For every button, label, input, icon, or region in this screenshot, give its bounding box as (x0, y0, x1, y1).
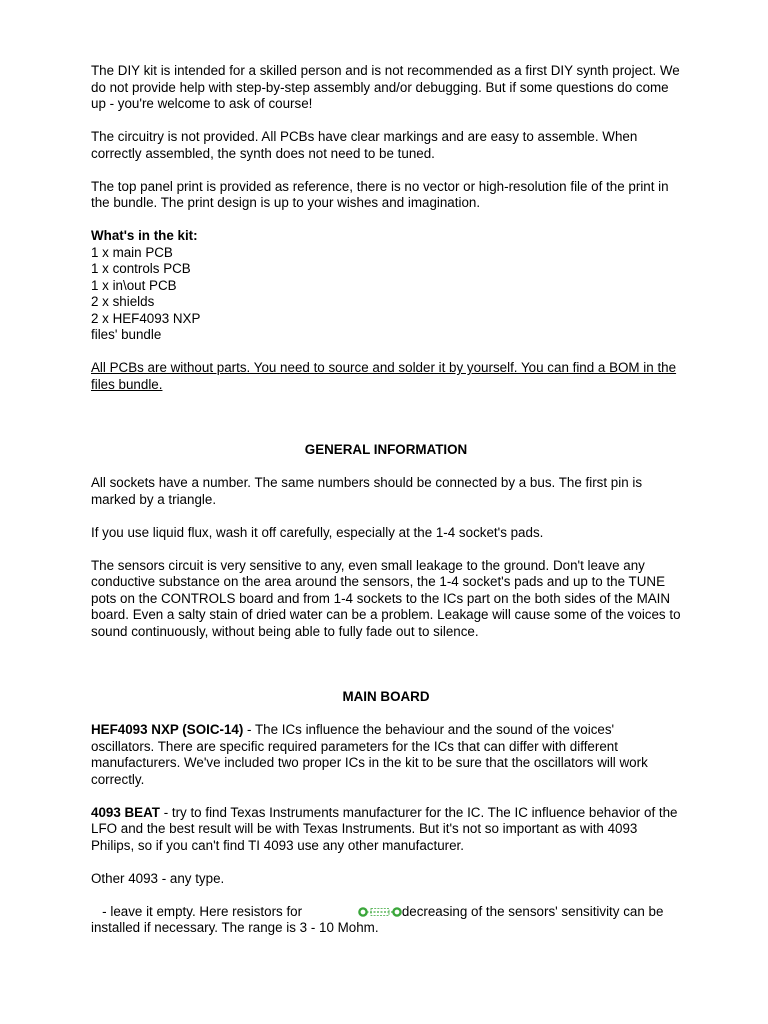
resistor-text-after: decreasing of the sensors' sensitivity can be installed if necessary. The range is 3 - 10 Mohm. (91, 903, 664, 935)
general-paragraph-2: If you use liquid flux, wash it off carefully, especially at the 1-4 socket's pads. (91, 524, 544, 540)
other-4093-paragraph: Other 4093 - any type. (91, 870, 225, 886)
general-paragraph-1: All sockets have a number. The same numbers should be connected by a bus. The first pin is marked by a triangle. (91, 475, 643, 507)
hef4093-paragraph (91, 722, 681, 788)
hef4093-title: HEF4093 NXP (SOIC-14) (91, 722, 244, 737)
intro-paragraph-2: The circuitry is not provided. All PCBs have clear markings and are easy to assemble. When correctly assembled, the synth does not need to be tuned. (91, 129, 638, 161)
resistor-paragraph (91, 904, 681, 937)
kit-item: 1 x main PCB (91, 244, 173, 260)
resistor-icon (358, 906, 402, 918)
document-page (91, 63, 681, 937)
resistor-text-before: - leave it empty. Here resistors for (91, 903, 306, 919)
beat-paragraph (91, 805, 681, 855)
kit-item: 1 x controls PCB (91, 261, 191, 276)
kit-item: 2 x HEF4093 NXP (91, 310, 201, 326)
intro-paragraph-1: The DIY kit is intended for a skilled person and is not recommended as a first DIY synth project. We do not provide help with step-by-step assembly and/or debugging. But if some questions do come up - you're welcome to ask of course! (91, 63, 680, 111)
kit-note: All PCBs are without parts. You need to source and solder it by yourself. You can find a BOM in the files bundle. (91, 360, 677, 392)
kit-item: 2 x shields (91, 294, 155, 309)
intro-paragraph-3: The top panel print is provided as reference, there is no vector or high-resolution file of the print in the bundle. The print design is up to your wishes and imagination. (91, 178, 669, 210)
main-board-heading: MAIN BOARD (342, 689, 430, 704)
general-paragraph-3: The sensors circuit is very sensitive to any, even small leakage to the ground. Don't leave any conductive substance on the area around the sensors, the 1-4 socket's pads and up to the TUNE pots on the CONTROLS board and from 1-4 sockets to the ICs part on the both sides of the MAIN board. Even a salty stain of dried water can be a problem. Leakage will cause some of the voices to sound continuously, without being able to fully fade out to silence. (91, 557, 681, 639)
kit-heading: What's in the kit: (91, 228, 198, 243)
kit-item: files' bundle (91, 327, 162, 342)
kit-item: 1 x in\out PCB (91, 277, 177, 293)
hef4093-text: - The ICs influence the behaviour and the sound of the voices' oscillators. There are specific required parameters for the ICs that can differ with different manufacturers. We've included two proper ICs in the kit to be sure that the oscillators will work correctly. (91, 722, 648, 787)
general-information-heading: GENERAL INFORMATION (304, 442, 468, 457)
beat-text: - try to find Texas Instruments manufacturer for the IC. The IC influence behavior of the LFO and the best result will be with Texas Instruments. But it's not so important as with 4093 Philips, so if you can't find TI 4093 use any other manufacturer. (91, 804, 678, 853)
beat-title: 4093 BEAT (91, 804, 160, 820)
